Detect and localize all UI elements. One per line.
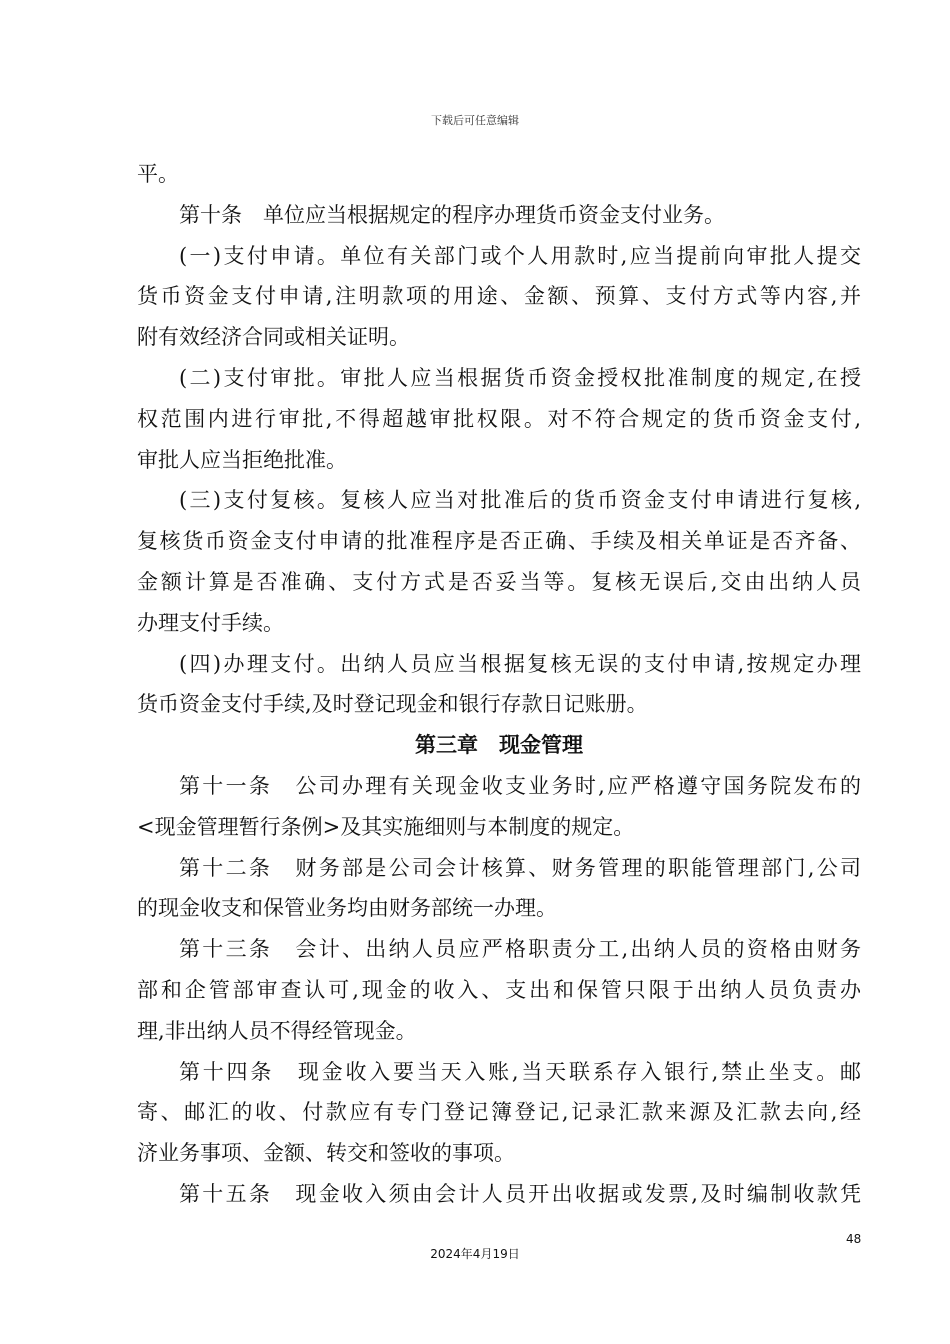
text-line: (二)支付审批。审批人应当根据货币资金授权批准制度的规定,在授 bbox=[179, 365, 861, 390]
text-line: <现金管理暂行条例>及其实施细则与本制度的规定。 bbox=[137, 814, 635, 839]
page-header: 下载后可任意编辑 bbox=[431, 114, 519, 127]
text-line: (一)支付申请。单位有关部门或个人用款时,应当提前向审批人提交 bbox=[179, 243, 861, 268]
text-line: 第十二条 财务部是公司会计核算、财务管理的职能管理部门,公司 bbox=[179, 855, 861, 880]
text-line: 办理支付手续。 bbox=[137, 610, 284, 635]
text-line: 第十三条 会计、出纳人员应严格职责分工,出纳人员的资格由财务 bbox=[179, 937, 861, 962]
text-line: 货币资金支付手续,及时登记现金和银行存款日记账册。 bbox=[137, 692, 648, 717]
footer-date: 2024年4月19日 bbox=[430, 1247, 520, 1261]
text-line: 复核货币资金支付申请的批准程序是否正确、手续及相关单证是否齐备、 bbox=[137, 529, 861, 554]
text-line: 的现金收支和保管业务均由财务部统一办理。 bbox=[137, 896, 557, 921]
text-line: 审批人应当拒绝批准。 bbox=[137, 447, 347, 472]
text-line: (三)支付复核。复核人应当对批准后的货币资金支付申请进行复核, bbox=[179, 488, 861, 513]
document-body bbox=[137, 154, 861, 1215]
text-line: 权范围内进行审批,不得超越审批权限。对不符合规定的货币资金支付, bbox=[137, 406, 861, 431]
text-line: 附有效经济合同或相关证明。 bbox=[137, 325, 410, 350]
text-line: 济业务事项、金额、转交和签收的事项。 bbox=[137, 1141, 515, 1166]
text-line: 理,非出纳人员不得经管现金。 bbox=[137, 1018, 417, 1043]
text-line: 第十五条 现金收入须由会计人员开出收据或发票,及时编制收款凭 bbox=[179, 1181, 861, 1206]
text-line: 第十一条 公司办理有关现金收支业务时,应严格遵守国务院发布的 bbox=[179, 773, 861, 798]
text-line: (四)办理支付。出纳人员应当根据复核无误的支付申请,按规定办理 bbox=[179, 651, 861, 676]
text-line: 货币资金支付申请,注明款项的用途、金额、预算、支付方式等内容,并 bbox=[137, 284, 861, 309]
text-line: 金额计算是否准确、支付方式是否妥当等。复核无误后,交由出纳人员 bbox=[137, 569, 861, 594]
chapter-title: 第三章 现金管理 bbox=[415, 733, 583, 758]
page-number: 48 bbox=[846, 1232, 862, 1246]
article-10-heading: 第十条 单位应当根据规定的程序办理货币资金支付业务。 bbox=[179, 202, 725, 227]
text-line: 平。 bbox=[137, 162, 179, 186]
text-line: 部和企管部审查认可,现金的收入、支出和保管只限于出纳人员负责办 bbox=[137, 977, 861, 1002]
text-line: 寄、邮汇的收、付款应有专门登记簿登记,记录汇款来源及汇款去向,经 bbox=[137, 1100, 861, 1125]
text-line: 第十四条 现金收入要当天入账,当天联系存入银行,禁止坐支。邮 bbox=[179, 1059, 861, 1084]
